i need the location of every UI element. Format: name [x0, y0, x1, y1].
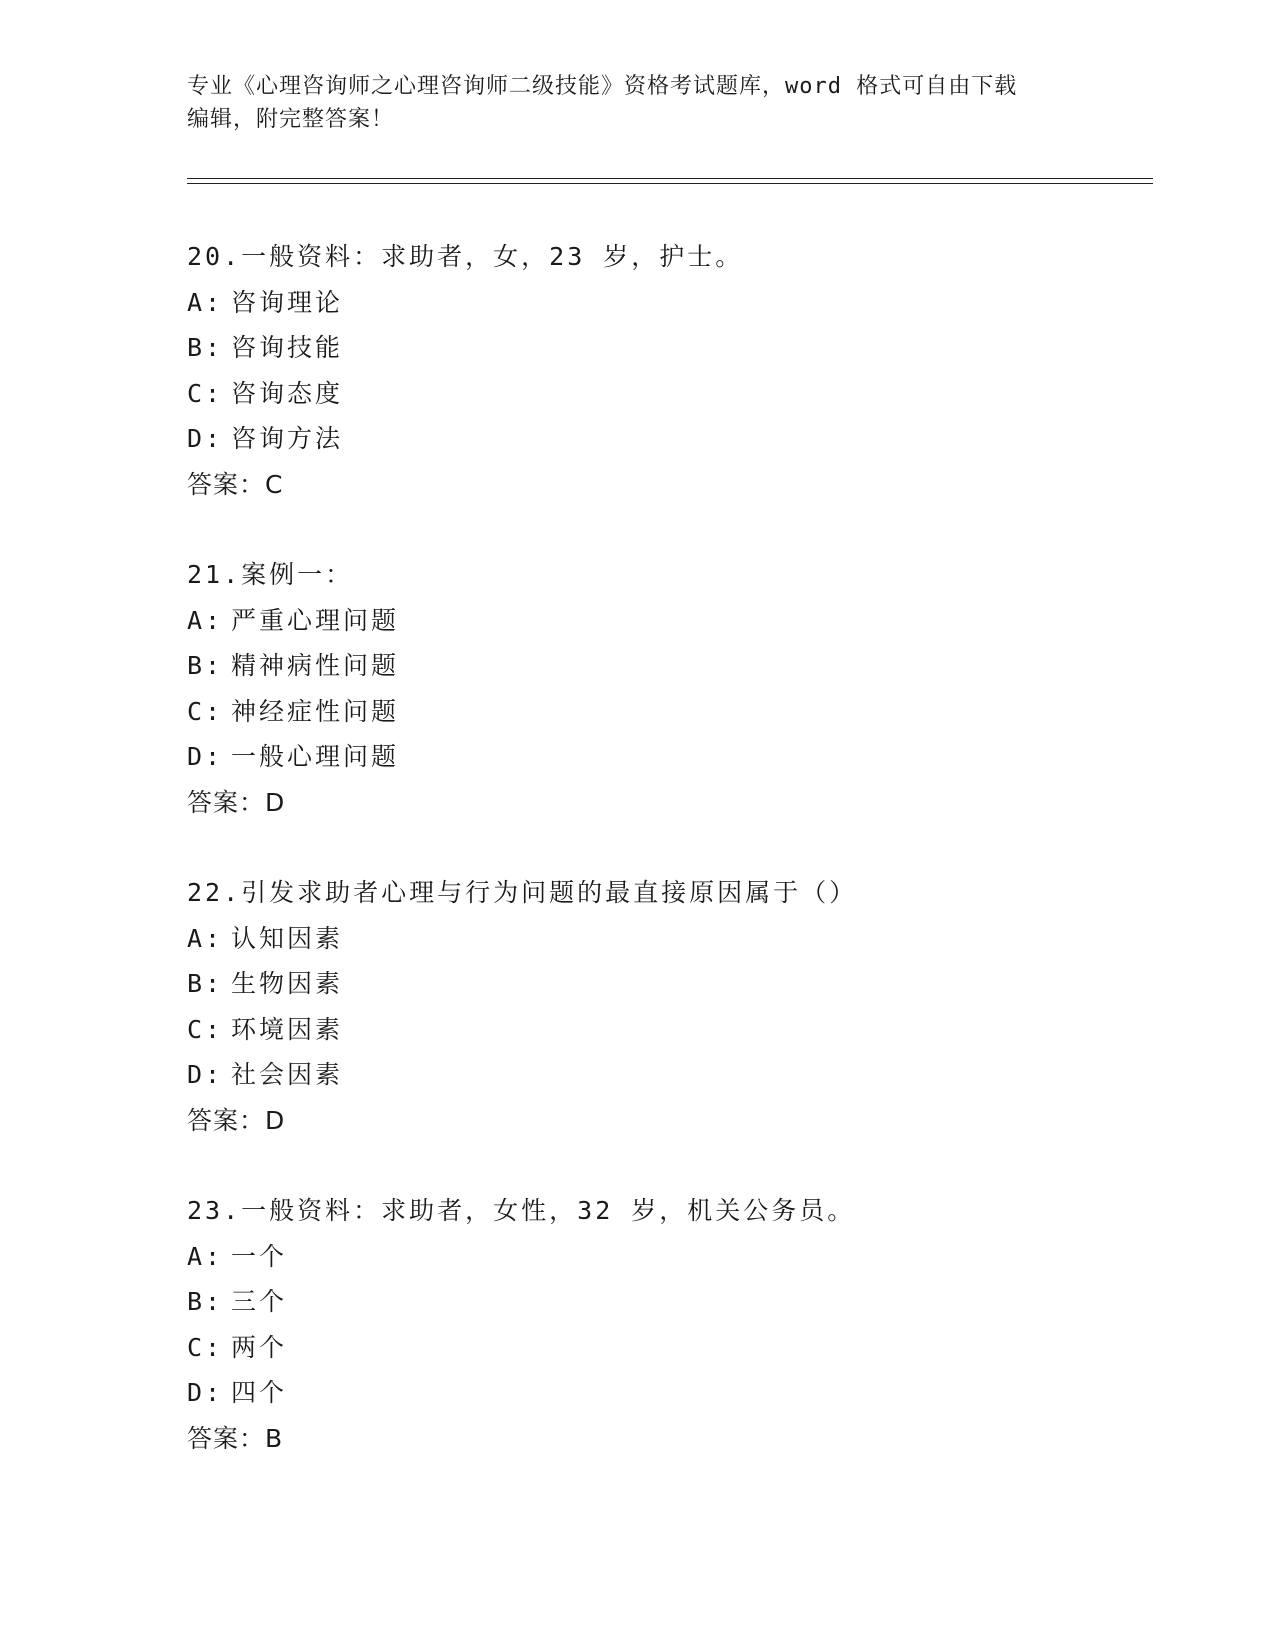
header-line-2: 编辑，附完整答案！	[187, 107, 395, 132]
question-stem: 23.一般资料：求助者，女性，32 岁，机关公务员。	[187, 1196, 856, 1225]
document-header	[187, 70, 1087, 136]
header-divider-bottom	[187, 183, 1153, 184]
option-letter: B:	[187, 651, 224, 680]
option-d	[187, 1052, 1137, 1098]
option-b	[187, 1279, 1137, 1325]
option-c	[187, 1007, 1137, 1053]
option-text: 神经症性问题	[231, 696, 400, 726]
option-text: 环境因素	[231, 1014, 344, 1044]
option-b	[187, 325, 1137, 371]
answer-line: 答案：D	[187, 787, 286, 817]
option-letter: B:	[187, 333, 224, 362]
option-text: 认知因素	[231, 923, 344, 953]
option-letter: C:	[187, 696, 224, 726]
option-letter: B:	[187, 1287, 224, 1316]
option-text: 生物因素	[231, 969, 344, 998]
option-a	[187, 280, 1137, 326]
option-c	[187, 1325, 1137, 1371]
option-text: 一般心理问题	[231, 742, 400, 771]
answer-line: 答案：B	[187, 1423, 284, 1453]
answer-line: 答案：D	[187, 1105, 286, 1135]
header-line-1: 专业《心理咨询师之心理咨询师二级技能》资格考试题库，word 格式可自由下载	[187, 74, 1018, 99]
option-text: 四个	[231, 1378, 288, 1407]
question-stem: 21.案例一：	[187, 560, 354, 589]
question-block	[187, 234, 1137, 507]
question-block	[187, 552, 1137, 825]
option-d	[187, 734, 1137, 780]
option-b	[187, 961, 1137, 1007]
option-a	[187, 916, 1137, 962]
option-d	[187, 416, 1137, 462]
option-text: 三个	[231, 1287, 288, 1316]
option-a	[187, 1234, 1137, 1280]
option-letter: D:	[187, 742, 224, 771]
option-c	[187, 689, 1137, 735]
option-text: 咨询技能	[231, 333, 344, 362]
option-text: 咨询理论	[231, 287, 344, 317]
option-letter: C:	[187, 1332, 224, 1362]
question-block	[187, 870, 1137, 1143]
option-b	[187, 643, 1137, 689]
option-letter: A:	[187, 605, 224, 635]
option-text: 咨询方法	[231, 424, 344, 453]
question-stem: 20.一般资料：求助者，女，23 岁，护士。	[187, 242, 744, 271]
option-text: 咨询态度	[231, 378, 344, 408]
option-letter: C:	[187, 1014, 224, 1044]
option-letter: D:	[187, 424, 224, 453]
answer-line: 答案：C	[187, 469, 284, 499]
option-a	[187, 598, 1137, 644]
option-text: 精神病性问题	[231, 651, 400, 680]
question-block	[187, 1188, 1137, 1461]
option-letter: C:	[187, 378, 224, 408]
option-text: 严重心理问题	[231, 605, 400, 635]
option-letter: D:	[187, 1060, 224, 1089]
option-letter: D:	[187, 1378, 224, 1407]
option-d	[187, 1370, 1137, 1416]
option-text: 一个	[231, 1241, 288, 1271]
option-letter: A:	[187, 287, 224, 317]
option-text: 两个	[231, 1332, 288, 1362]
option-letter: A:	[187, 1241, 224, 1271]
header-divider-top	[187, 178, 1153, 179]
option-c	[187, 371, 1137, 417]
option-text: 社会因素	[231, 1060, 344, 1089]
option-letter: B:	[187, 969, 224, 998]
question-stem: 22.引发求助者心理与行为问题的最直接原因属于（）	[187, 878, 858, 907]
option-letter: A:	[187, 923, 224, 953]
